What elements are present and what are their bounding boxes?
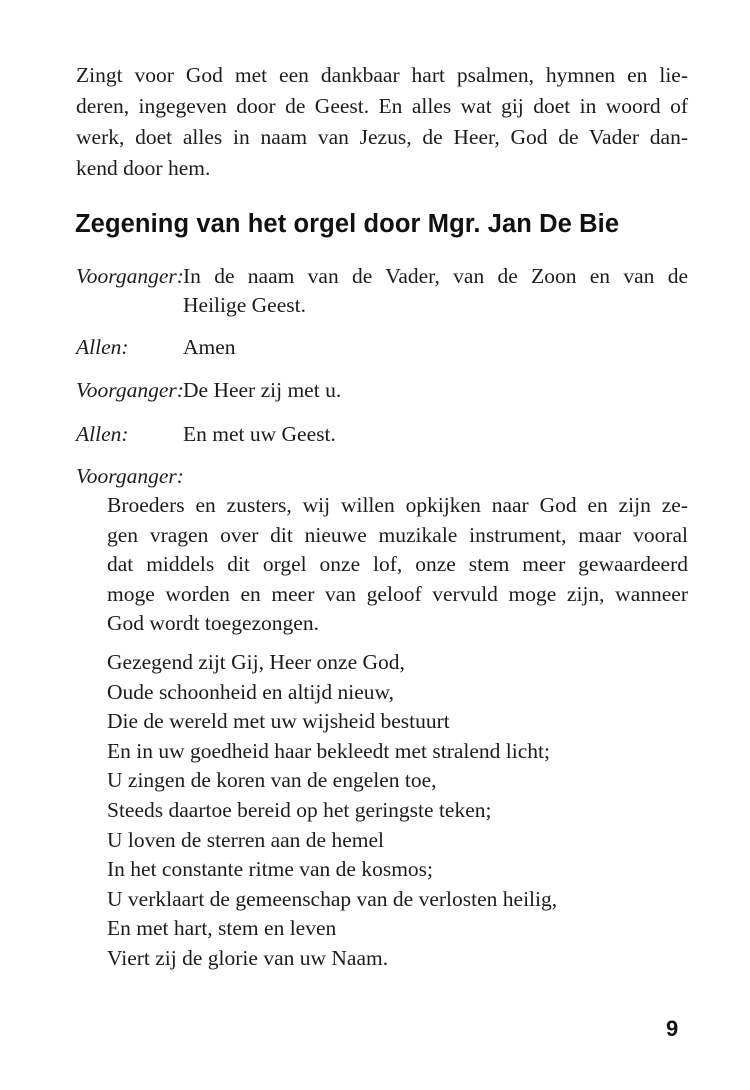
dialogue-text — [183, 262, 688, 320]
dialogue-entry — [76, 376, 688, 405]
speaker-label: Allen: — [76, 422, 129, 446]
verse-line: En in uw goedheid haar bekleedt met stralend licht; — [107, 738, 550, 763]
address-line: God wordt toegezongen. — [107, 611, 319, 636]
verse-line: Steeds daartoe bereid op het geringste teken; — [107, 797, 492, 822]
verse-line: Die de wereld met uw wijsheid bestuurt — [107, 709, 450, 734]
address-line: dat middels dit orgel onze lof, onze stem meer gewaardeerd — [107, 552, 688, 577]
intro-line: Zingt voor God met een dankbaar hart psalmen, hymnen en lie- — [76, 63, 688, 87]
speaker-label: Voorganger: — [76, 378, 184, 402]
address-line: gen vragen over dit nieuwe muzikale instrument, maar vooral — [107, 522, 688, 547]
intro-line: kend door hem. — [76, 156, 211, 180]
verse-line: U zingen de koren van de engelen toe, — [107, 768, 437, 793]
dialogue-entry — [76, 420, 688, 449]
verse-line: Oude schoonheid en altijd nieuw, — [107, 679, 394, 704]
verse-line: Viert zij de glorie van uw Naam. — [107, 945, 389, 970]
dialogue-text: Amen — [183, 335, 236, 359]
prayer-verse — [107, 648, 557, 974]
dialogue-entry — [76, 262, 688, 320]
verse-line: U loven de sterren aan de hemel — [107, 827, 384, 852]
dialogue-text: En met uw Geest. — [183, 422, 336, 446]
dialogue-line: In de naam van de Vader, van de Zoon en van de — [183, 264, 688, 288]
dialogue-entry — [76, 462, 688, 491]
address-line: moge worden en meer van geloof vervuld moge zijn, wanneer — [107, 581, 688, 606]
section-title: Zegening van het orgel door Mgr. Jan De Bie — [75, 210, 620, 238]
speaker-label: Voorganger: — [76, 464, 184, 488]
address-paragraph — [107, 491, 688, 639]
verse-line: In het constante ritme van de kosmos; — [107, 857, 434, 882]
intro-line: deren, ingegeven door de Geest. En alles wat gij doet in woord of — [76, 94, 688, 118]
page-number: 9 — [666, 1016, 679, 1041]
verse-line: U verklaart de gemeenschap van de verlosten heilig, — [107, 886, 558, 911]
address-line: Broeders en zusters, wij willen opkijken naar God en zijn ze- — [107, 493, 688, 517]
speaker-label: Allen: — [76, 335, 129, 359]
dialogue-text: De Heer zij met u. — [183, 378, 342, 402]
dialogue-entry — [76, 333, 688, 362]
dialogue-line: Heilige Geest. — [183, 293, 306, 317]
verse-line: Gezegend zijt Gij, Heer onze God, — [107, 650, 405, 674]
intro-line: werk, doet alles in naam van Jezus, de Heer, God de Vader dan- — [76, 125, 688, 149]
intro-paragraph — [76, 60, 688, 184]
speaker-label: Voorganger: — [76, 264, 184, 288]
verse-line: En met hart, stem en leven — [107, 916, 337, 941]
